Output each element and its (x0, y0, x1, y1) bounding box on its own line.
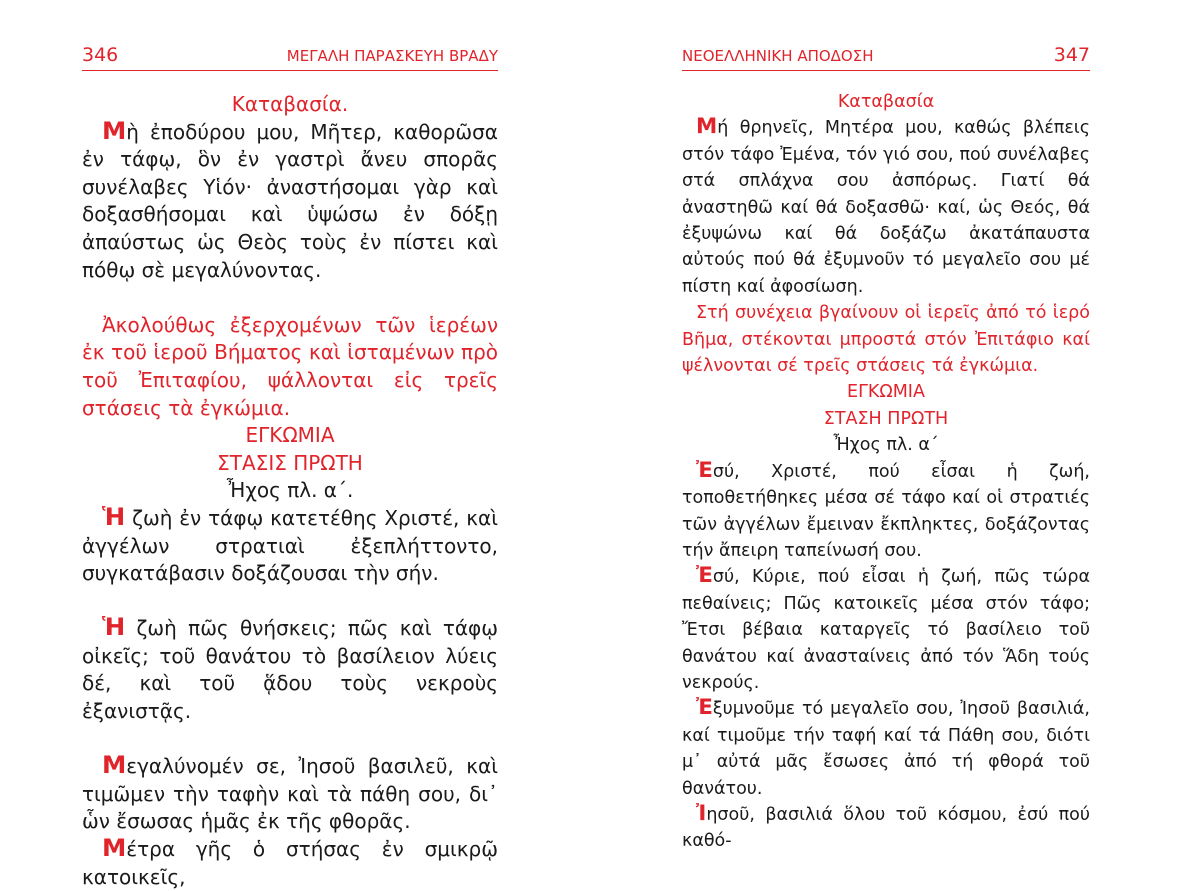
running-title: ΜΕΓΑΛΗ ΠΑΡΑΣΚΕΥΗ ΒΡΑΔΥ (286, 47, 498, 65)
drop-initial: Ἐ (696, 457, 713, 483)
drop-initial: Ἡ (102, 501, 126, 531)
stasis-heading: ΣΤΑΣΙΣ ΠΡΩΤΗ (217, 450, 363, 475)
katavasia-heading: Καταβασία. (231, 92, 349, 116)
left-page (0, 0, 590, 889)
katavasia-paragraph (82, 115, 498, 285)
verse-paragraph (682, 802, 1090, 855)
verse-paragraph (682, 459, 1090, 565)
rubric-paragraph: Στή συνέχεια βγαίνουν οἱ ἱερεῖς ἀπό τό ἱερό Βῆμα, στέκονται μπροστά στόν Ἐπιτάφιο καί ψέλνονται σέ τρεῖς στάσεις τά ἐγκώμια. (682, 303, 1090, 377)
drop-initial: Ἡ (102, 612, 126, 642)
verse-paragraph (82, 750, 498, 836)
page-header (82, 44, 498, 71)
paragraph-text: σύ, Κύριε, πού εἶσαι ἡ ζωή, πῶς τώρα πεθαίνεις; Πῶς κατοικεῖς μέσα στόν τάφο; Ἔτσι βέβαια καταργεῖς τό βασίλειο τοῦ θανάτου καί ἀνασταίνεις ἀπό τόν Ἅδη τούς νεκρούς. (682, 567, 1090, 693)
paragraph-text: ζωὴ πῶς θνήσκεις; πῶς καὶ τάφῳ οἰκεῖς; τοῦ θανάτου τὸ βασίλειον λύεις δέ, καὶ τοῦ ᾅδου τοὺς νεκροὺς ἐξανιστᾷς. (82, 616, 498, 724)
tone-label: Ἦχος πλ. α΄. (226, 478, 354, 503)
stasis-heading: ΣΤΑΣΗ ΠΡΩΤΗ (823, 408, 949, 429)
verse-paragraph (82, 612, 498, 725)
right-page (590, 0, 1181, 852)
verse-paragraph (682, 696, 1090, 802)
verse-paragraph (82, 833, 498, 891)
drop-initial: Μ (696, 114, 718, 140)
encomia-heading: ΕΓΚΩΜΙΑ (245, 423, 335, 448)
paragraph-text: ή θρηνεῖς, Μητέρα μου, καθώς βλέπεις στόν τάφο Ἐμένα, τόν γιό σου, πού συνέλαβες στά σπλάχνα σου ἀσπόρως. Γιατί θά ἀναστηθῶ καί θά δοξασθῶ· καί, ὡς Θεός, θά ἐξυψώνω καί θά δοξάζω ἀκατάπαυστα αὐτούς πού θά ἐξυμνοῦν τό μεγαλεῖο σου μέ πίστη καί ἀφοσίωση. (682, 118, 1090, 297)
page-number: 346 (82, 44, 119, 66)
katavasia-heading: Καταβασία (837, 92, 935, 112)
drop-initial: Ἰ (696, 800, 707, 826)
tone-label: Ἦχος πλ. α΄ (833, 435, 939, 456)
text-column (682, 89, 1090, 855)
verse-paragraph (682, 564, 1090, 696)
paragraph-text: ξυμνοῦμε τό μεγαλεῖο σου, Ἰησοῦ βασιλιά, καί τιμοῦμε τήν ταφή καί τά Πάθη σου, διότι μ᾽ αὐτά μᾶς ἔσωσες ἀπό τή φθορά τοῦ θανάτου. (682, 699, 1090, 799)
page-number: 347 (1053, 44, 1090, 66)
paragraph-text: ησοῦ, βασιλιά ὅλου τοῦ κόσμου, ἐσύ πού καθό- (682, 804, 1090, 852)
paragraph-text: ὴ ἐποδύρου μου, Μῆτερ, καθορῶσα ἐν τάφῳ, ὃν ἐν γαστρὶ ἄνευ σπορᾶς συνέλαβες Υἱόν· ἀναστήσομαι γὰρ καὶ δοξασθήσομαι καὶ ὑψώσω ἐν δόξῃ ἀπαύστως ὡς Θεὸς τοὺς ἐν πίστει καὶ πόθῳ σὲ μεγαλύνοντας. (82, 119, 498, 282)
text-column (82, 91, 498, 891)
page-header (682, 44, 1090, 71)
drop-initial: Ἐ (696, 563, 713, 589)
paragraph-text: σύ, Χριστέ, πού εἶσαι ἡ ζωή, τοποθετήθηκες μέσα σέ τάφο καί οἱ στρατιές τῶν ἀγγέλων ἔμειναν ἔκπληκτες, δοξάζοντας τήν ἄπειρη ταπείνωσή σου. (682, 461, 1090, 561)
paragraph-text: ζωὴ ἐν τάφῳ κατετέθης Χριστέ, καὶ ἀγγέλων στρατιαὶ ἐξεπλήττοντο, συγκατάβασιν δοξάζουσαι τὴν σήν. (82, 505, 498, 586)
verse-paragraph (82, 501, 498, 588)
drop-initial: Μ (102, 750, 127, 780)
katavasia-paragraph (682, 115, 1090, 300)
drop-initial: Μ (102, 115, 127, 145)
running-title: ΝΕΟΕΛΛΗΝΙΚΗ ΑΠΟΔΟΣΗ (682, 47, 874, 65)
paragraph-text: έτρα γῆς ὁ στήσας ἐν σμικρῷ κατοικεῖς, (82, 837, 498, 889)
paragraph-text: εγαλύνομέν σε, Ἰησοῦ βασιλεῦ, καὶ τιμῶμεν τὴν ταφὴν καὶ τὰ πάθη σου, δι᾽ ὧν ἔσωσας ἡμᾶς ἐκ τῆς φθορᾶς. (82, 754, 498, 834)
drop-initial: Μ (102, 833, 127, 863)
encomia-heading: ΕΓΚΩΜΙΑ (847, 382, 925, 403)
rubric-paragraph: Ἀκολούθως ἐξερχομένων τῶν ἱερέων ἐκ τοῦ ἱεροῦ Βήματος καὶ ἱσταμένων πρὸ τοῦ Ἐπιταφίου, ψάλλονται εἰς τρεῖς στάσεις τὰ ἐγκώμια. (82, 312, 498, 420)
drop-initial: Ἐ (696, 695, 713, 721)
